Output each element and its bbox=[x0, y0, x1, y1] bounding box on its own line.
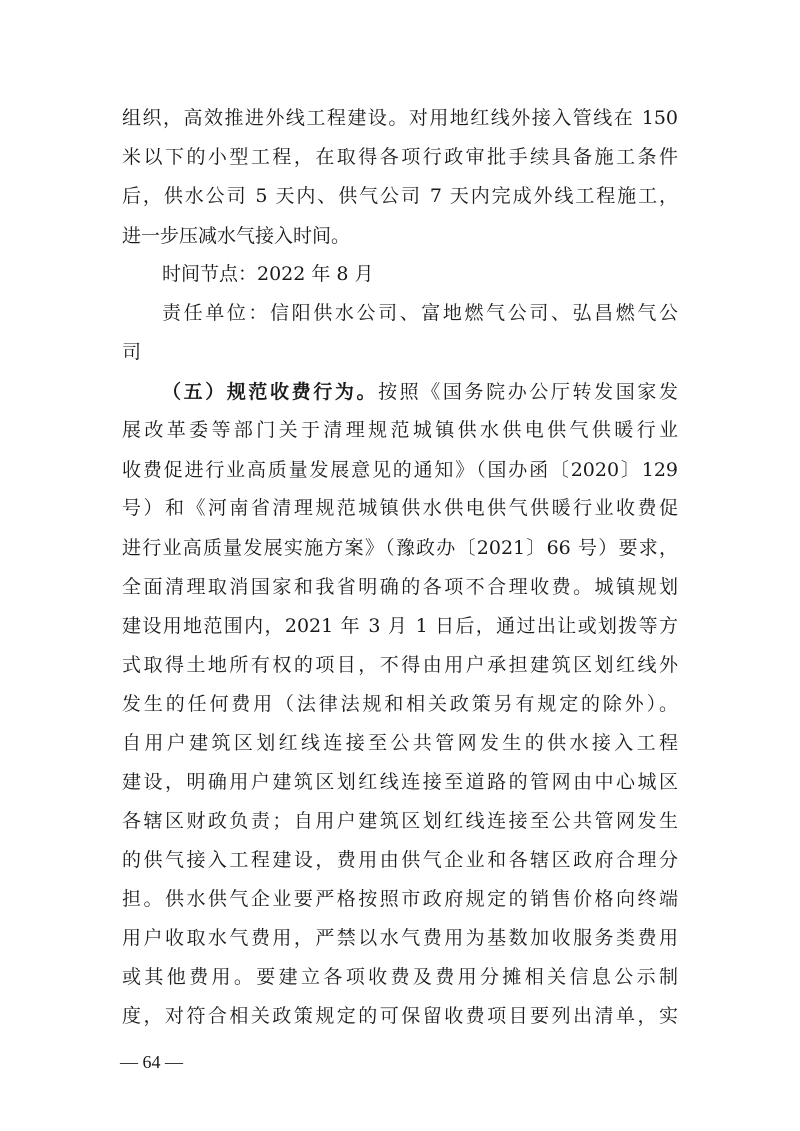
paragraph-line: 进一步压减水气接入时间。 bbox=[122, 225, 351, 247]
paragraph-line: 式取得土地所有权的项目，不得由用户承担建筑区划红线外 bbox=[122, 654, 678, 676]
section-heading-line bbox=[162, 377, 678, 407]
paragraph-line: 收费促进行业高质量发展意见的通知》（国办函〔2020〕129 bbox=[122, 459, 678, 481]
paragraph-line: 全面清理取消国家和我省明确的各项不合理收费。城镇规划 bbox=[122, 576, 678, 598]
time-node-line: 时间节点：2022 年 8 月 bbox=[162, 263, 374, 285]
paragraph-line: 担。供水供气企业要严格按照市政府规定的销售价格向终端 bbox=[122, 888, 678, 910]
page-number: — 64 — bbox=[120, 1052, 183, 1072]
paragraph-line: 或其他费用。要建立各项收费及费用分摊相关信息公示制 bbox=[122, 966, 678, 988]
responsible-unit-line: 责任单位：信阳供水公司、富地燃气公司、弘昌燃气公 bbox=[162, 302, 678, 324]
section-heading: （五）规范收费行为。 bbox=[162, 381, 379, 403]
paragraph-line: 各辖区财政负责；自用户建筑区划红线连接至公共管网发生 bbox=[122, 810, 678, 832]
paragraph-line: 度，对符合相关政策规定的可保留收费项目要列出清单，实 bbox=[122, 1005, 678, 1027]
paragraph-line: 展改革委等部门关于清理规范城镇供水供电供气供暖行业 bbox=[122, 419, 678, 441]
paragraph-line: 自用户建筑区划红线连接至公共管网发生的供水接入工程 bbox=[122, 732, 678, 754]
paragraph-line: 号）和《河南省清理规范城镇供水供电供气供暖行业收费促 bbox=[122, 497, 678, 519]
paragraph-line: 发生的任何费用（法律法规和相关政策另有规定的除外）。 bbox=[122, 693, 678, 715]
paragraph-line: 组织，高效推进外线工程建设。对用地红线外接入管线在 150 bbox=[122, 107, 678, 129]
paragraph-line: 用户收取水气费用，严禁以水气费用为基数加收服务类费用 bbox=[122, 927, 678, 949]
paragraph-line: 的供气接入工程建设，费用由供气企业和各辖区政府合理分 bbox=[122, 849, 678, 871]
paragraph-line: 进行业高质量发展实施方案》（豫政办〔2021〕66 号）要求， bbox=[122, 537, 678, 559]
paragraph-line: 米以下的小型工程，在取得各项行政审批手续具备施工条件 bbox=[122, 146, 678, 168]
paragraph-line: 建设用地范围内，2021 年 3 月 1 日后，通过出让或划拨等方 bbox=[122, 615, 678, 637]
paragraph-line: 司 bbox=[122, 341, 142, 363]
paragraph-line: 建设，明确用户建筑区划红线连接至道路的管网由中心城区 bbox=[122, 771, 678, 793]
paragraph-line: 后，供水公司 5 天内、供气公司 7 天内完成外线工程施工， bbox=[122, 185, 678, 207]
section-heading-rest: 按照《国务院办公厅转发国家发 bbox=[378, 381, 678, 403]
